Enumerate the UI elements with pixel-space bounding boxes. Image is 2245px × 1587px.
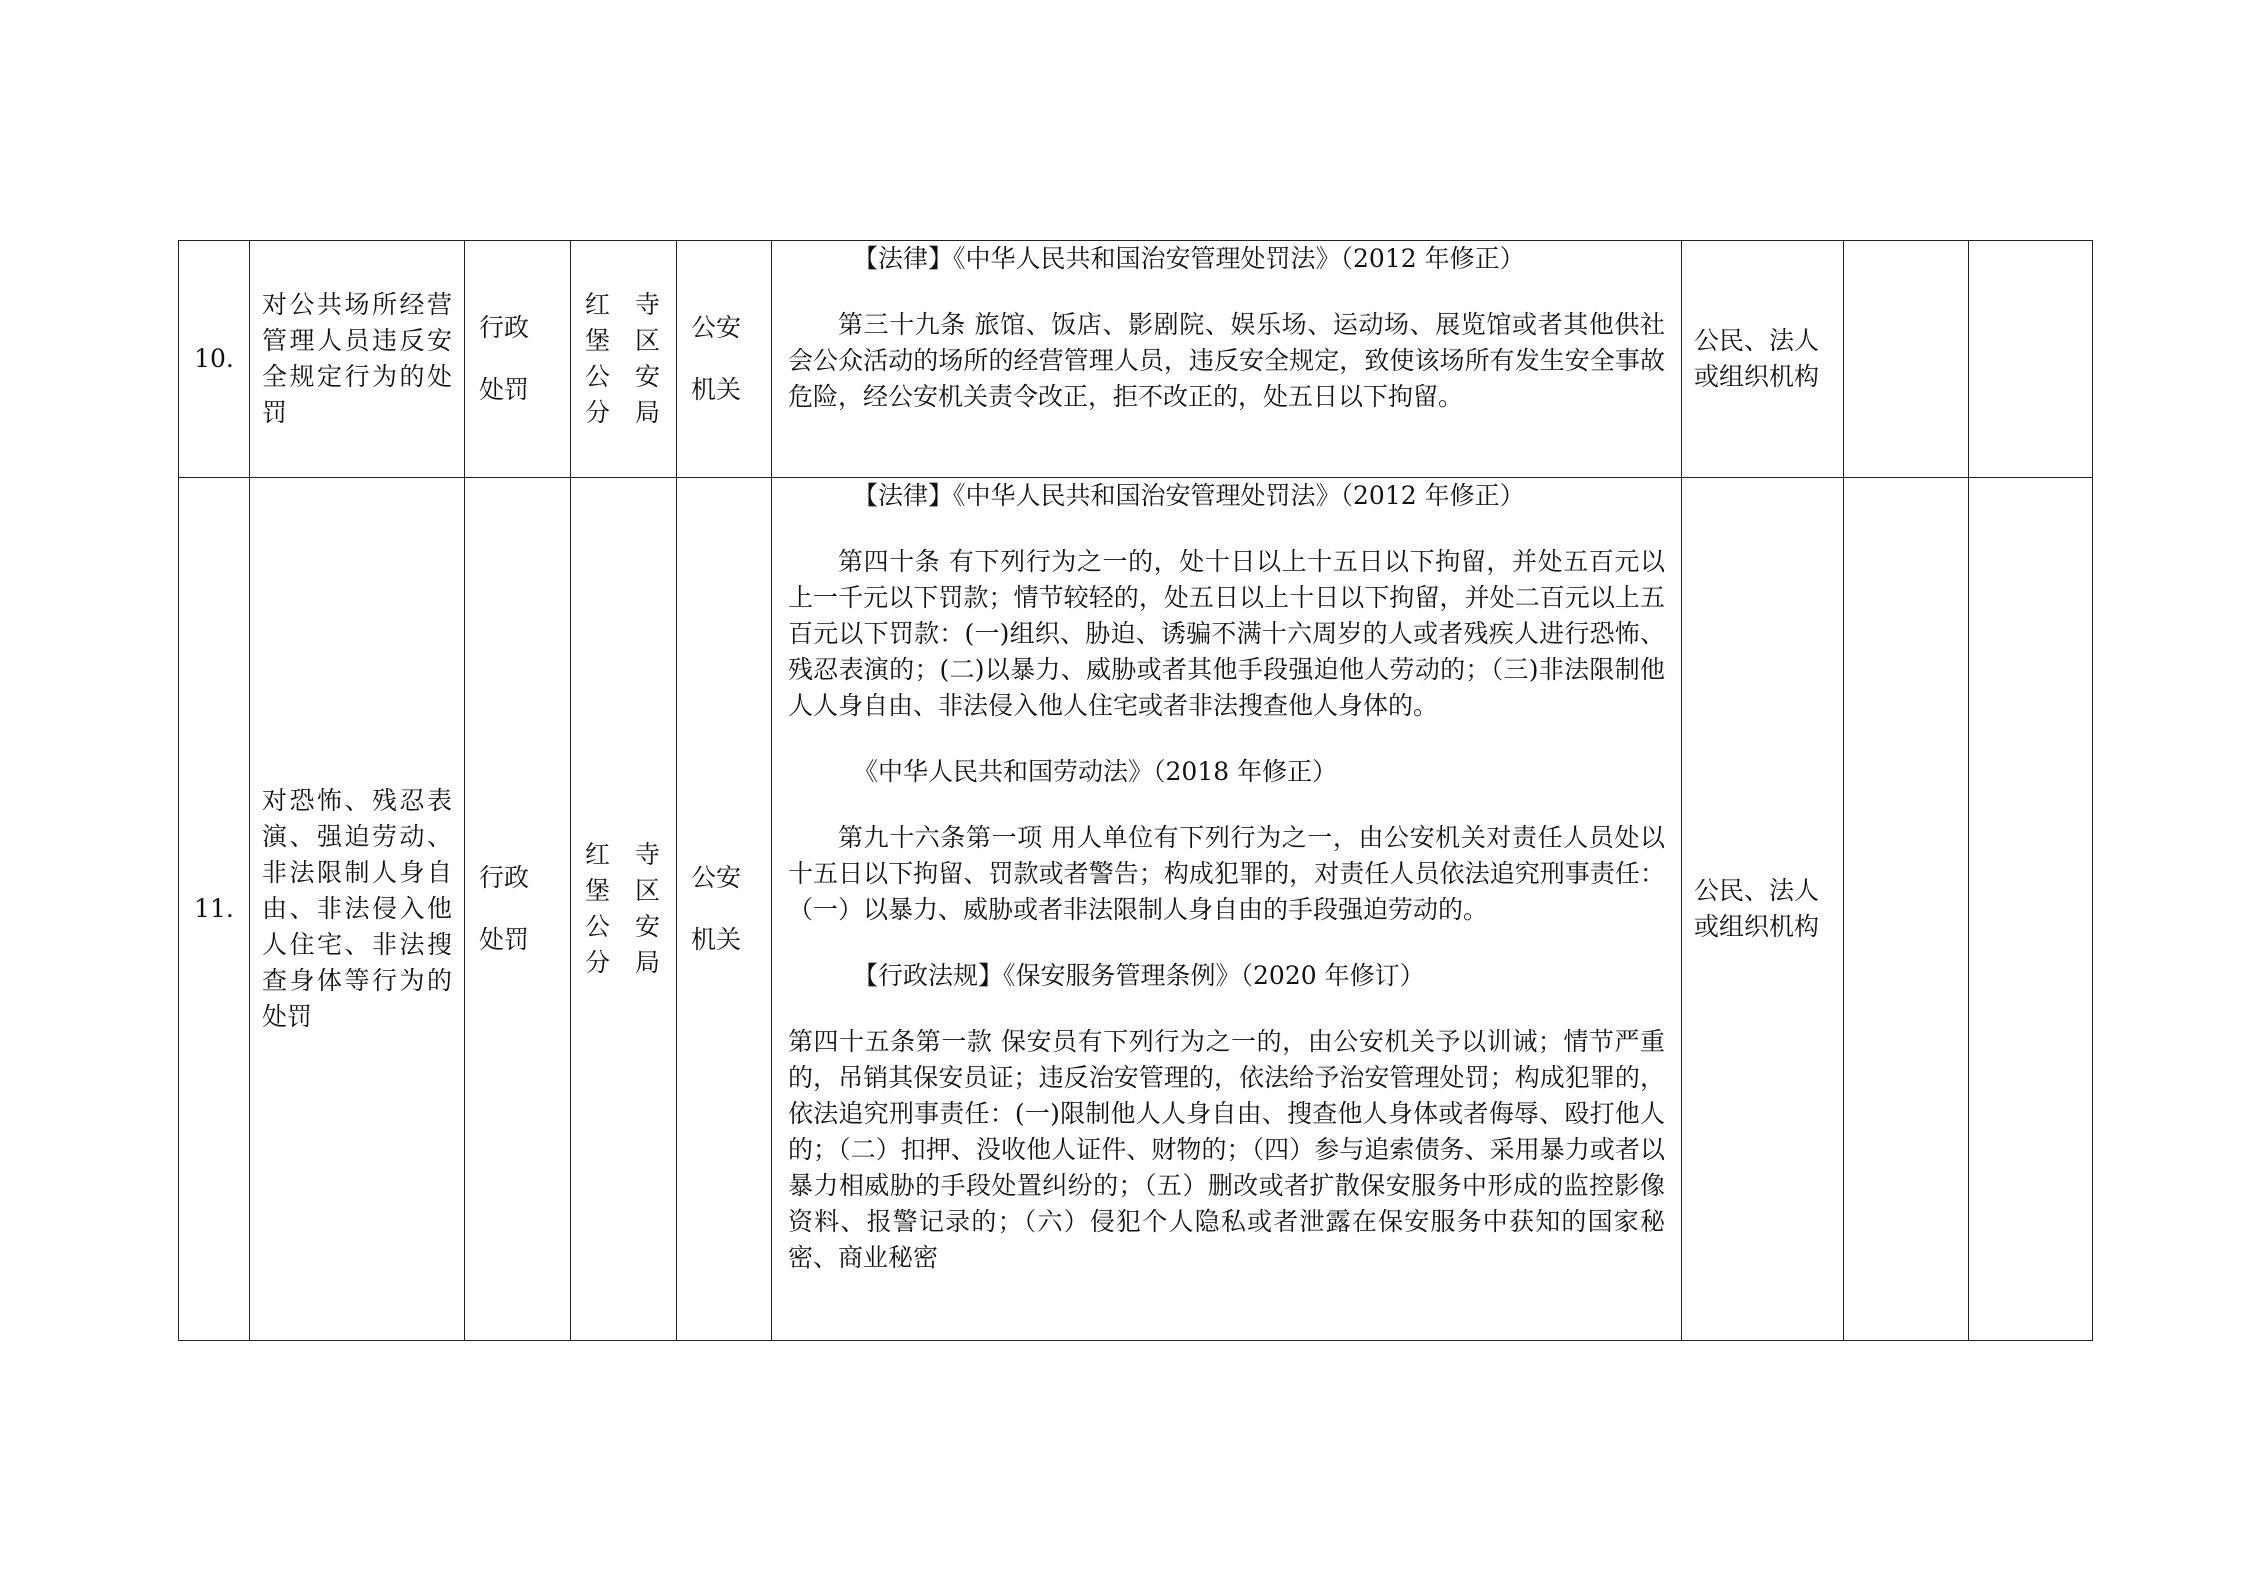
target-subject: 公民、法人 或组织机构 — [1682, 241, 1844, 478]
basis-title: 《中华人民共和国劳动法》（2018 年修正） — [853, 757, 1338, 786]
basis-title: 【行政法规】《保安服务管理条例》（2020 年修订） — [853, 961, 1425, 990]
law-enforcement-table — [178, 240, 2093, 1341]
basis-paragraph: 第四十条 有下列行为之一的，处十日以上十五日以下拘留，并处五百元以上一千元以下罚款；情节较轻的，处五日以上十日以下拘留，并处二百元以上五百元以下罚款：(一)组织、胁迫、诱骗不满十六周岁的人或者残疾人进行恐怖、残忍表演的；(二)以暴力、威胁或者其他手段强迫他人劳动的；（三)非法限制他人人身自由、非法侵入他人住宅或者非法搜查他人身体的。 — [788, 547, 1665, 720]
legal-basis — [772, 478, 1682, 1341]
item-name: 对公共场所经营管理人员违反安全规定行为的处罚 — [250, 241, 465, 478]
empty-cell — [1969, 478, 2093, 1341]
item-name: 对恐怖、残忍表演、强迫劳动、非法限制人身自由、非法侵入他人住宅、非法搜查身体等行为的处罚 — [250, 478, 465, 1341]
basis-title: 【法律】《中华人民共和国治安管理处罚法》（2012 年修正） — [853, 481, 1525, 510]
implementing-department: 红寺 堡区 公安 分局 — [571, 478, 677, 1341]
row-number: 11. — [179, 478, 250, 1341]
table-row — [179, 241, 2093, 478]
basis-paragraph: 第九十六条第一项 用人单位有下列行为之一，由公安机关对责任人员处以十五日以下拘留、罚款或者警告；构成犯罪的，对责任人员依法追究刑事责任：（一）以暴力、威胁或者非法限制人身自由的手段强迫劳动的。 — [788, 823, 1665, 924]
target-subject: 公民、法人 或组织机构 — [1682, 478, 1844, 1341]
empty-cell — [1844, 478, 1969, 1341]
basis-paragraph: 第四十五条第一款 保安员有下列行为之一的，由公安机关予以训诫；情节严重的，吊销其保安员证；违反治安管理的，依法给予治安管理处罚；构成犯罪的，依法追究刑事责任：(一)限制他人人身自由、搜查他人身体或者侮辱、殴打他人的；（二）扣押、没收他人证件、财物的；（四）参与追索债务、采用暴力或者以暴力相威胁的手段处置纠纷的；（五）删改或者扩散保安服务中形成的监控影像资料、报警记录的；（六）侵犯个人隐私或者泄露在保安服务中获知的国家秘密、商业秘密 — [788, 1027, 1665, 1272]
empty-cell — [1844, 241, 1969, 478]
authority: 公安 机关 — [677, 241, 772, 478]
table-row — [179, 478, 2093, 1341]
basis-title: 【法律】《中华人民共和国治安管理处罚法》（2012 年修正） — [853, 244, 1525, 273]
implementing-department: 红寺 堡区 公安 分局 — [571, 241, 677, 478]
empty-cell — [1969, 241, 2093, 478]
row-number: 10. — [179, 241, 250, 478]
legal-basis — [772, 241, 1682, 478]
penalty-type: 行政 处罚 — [465, 241, 571, 478]
penalty-type: 行政 处罚 — [465, 478, 571, 1341]
basis-paragraph: 第三十九条 旅馆、饭店、影剧院、娱乐场、运动场、展览馆或者其他供社会公众活动的场所的经营管理人员，违反安全规定，致使该场所有发生安全事故危险，经公安机关责令改正，拒不改正的，处五日以下拘留。 — [788, 310, 1665, 411]
authority: 公安 机关 — [677, 478, 772, 1341]
